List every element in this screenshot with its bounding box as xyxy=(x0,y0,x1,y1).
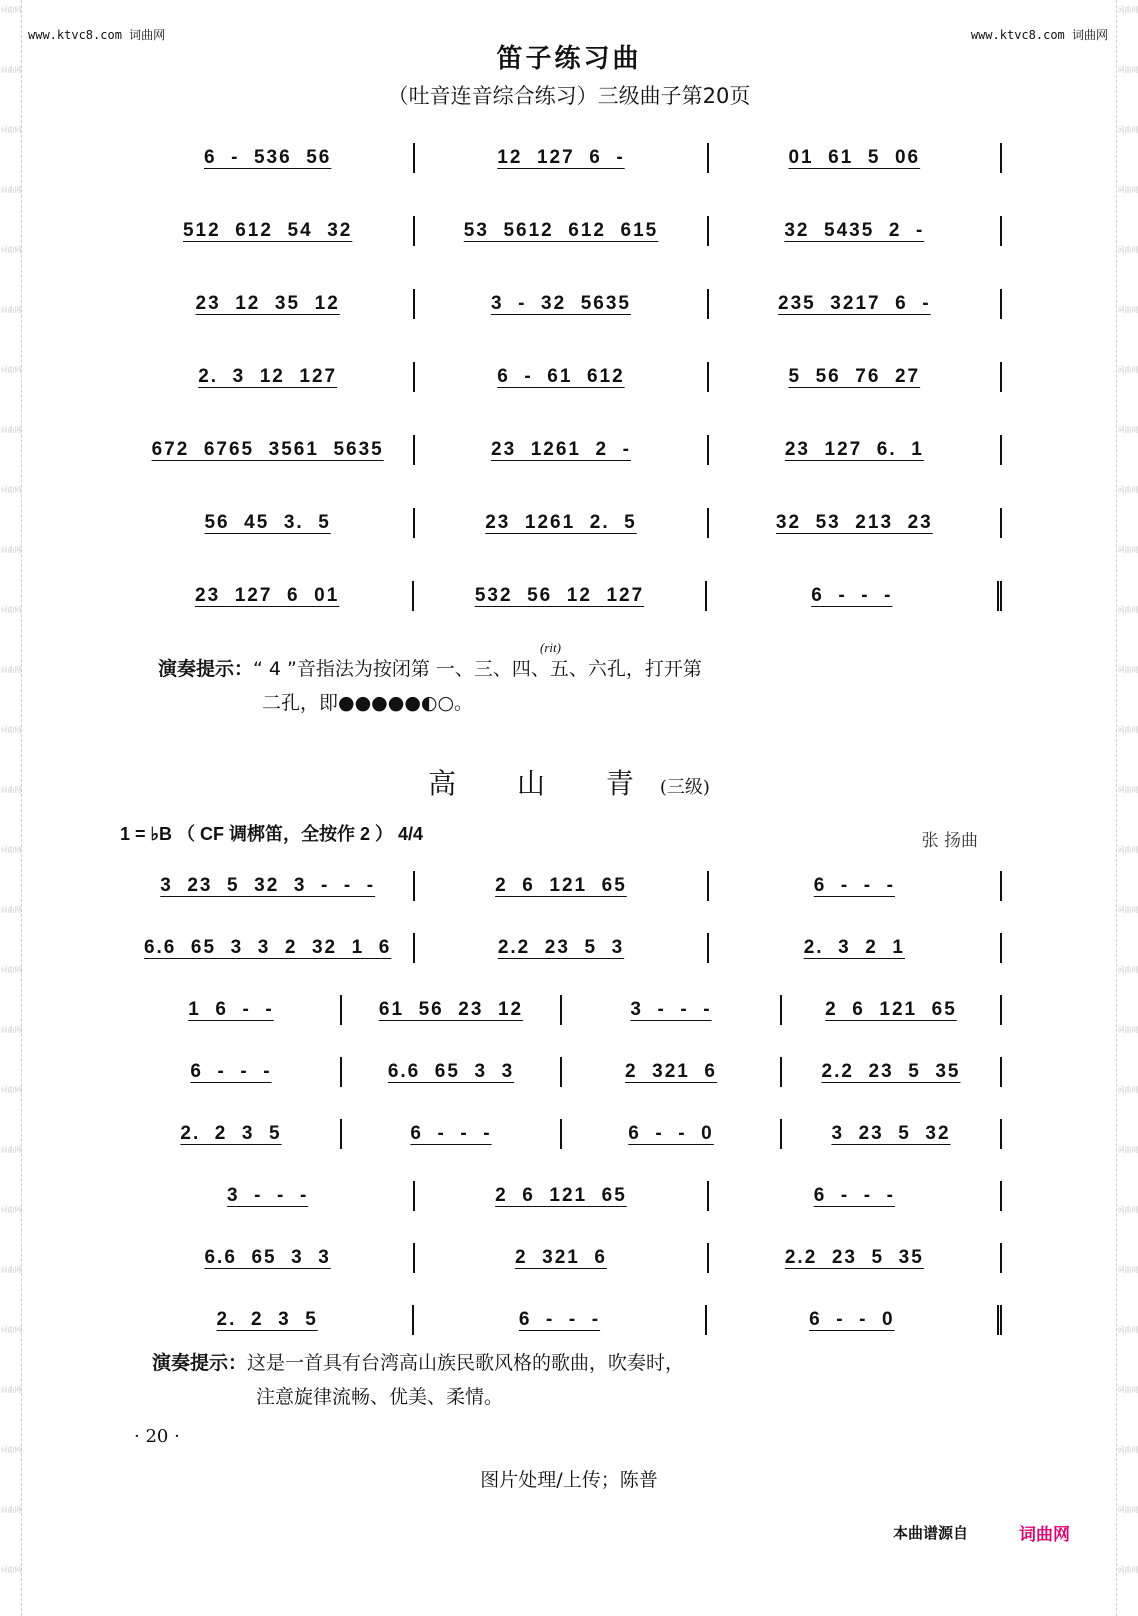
strip-watermark-text: 词曲网 xyxy=(0,366,22,374)
strip-watermark-text: 词曲网 xyxy=(1117,186,1138,194)
piece2-measure-notes: 6.6 65 3 3 xyxy=(204,1247,331,1268)
strip-watermark-text: 词曲网 xyxy=(1117,126,1138,134)
piece1-measure xyxy=(709,289,1002,319)
piece1-measure-notes: 56 45 3. 5 xyxy=(204,512,331,533)
piece1-measure xyxy=(709,508,1002,538)
piece1-measure-notes: 532 56 12 127 xyxy=(474,585,645,606)
piece2-title xyxy=(0,762,1138,802)
piece2-measure xyxy=(562,995,782,1025)
piece1-hint xyxy=(158,652,702,686)
piece2-score-line xyxy=(122,866,1002,906)
piece2-measure-notes: 3 - - - xyxy=(227,1185,309,1206)
piece1-measure-notes: 512 612 54 32 xyxy=(182,220,353,241)
strip-watermark-text: 词曲网 xyxy=(0,1086,22,1094)
piece1-hint-line1: “ 4 ”音指法为按闭第 一、三、四、五、六孔，打开第 xyxy=(253,658,702,680)
piece2-measure xyxy=(415,1181,708,1211)
piece2-measure-notes: 2. 3 2 1 xyxy=(803,937,905,958)
piece1-measure xyxy=(709,435,1002,465)
piece1-measure-notes: 23 12 35 12 xyxy=(195,293,340,314)
piece2-measure xyxy=(414,1305,706,1335)
piece2-hint xyxy=(152,1346,684,1380)
piece1-measure xyxy=(122,143,415,173)
strip-watermark-text: 词曲网 xyxy=(0,786,22,794)
strip-watermark-text: 词曲网 xyxy=(1117,846,1138,854)
piece2-measure-notes: 61 56 23 12 xyxy=(378,999,524,1020)
strip-watermark-text: 词曲网 xyxy=(1117,1386,1138,1394)
piece1-measure-notes: 672 6765 3561 5635 xyxy=(151,439,384,460)
strip-watermark-text: 词曲网 xyxy=(1117,366,1138,374)
source-brand[interactable]: 词曲网 xyxy=(1019,1525,1070,1545)
piece2-measure-notes: 2.2 23 5 3 xyxy=(497,937,625,958)
piece2-measure xyxy=(709,1181,1002,1211)
piece2-measure-notes: 6.6 65 3 3 xyxy=(387,1061,515,1082)
strip-watermark-text: 词曲网 xyxy=(0,666,22,674)
piece2-measure-notes: 6 - - - xyxy=(410,1123,492,1144)
piece2-measure xyxy=(562,1057,782,1087)
strip-watermark-text: 词曲网 xyxy=(1117,1146,1138,1154)
piece2-measure-notes: 6 - - - xyxy=(190,1061,272,1082)
strip-watermark-text: 词曲网 xyxy=(0,6,22,14)
strip-watermark-text: 词曲网 xyxy=(0,426,22,434)
strip-watermark-text: 词曲网 xyxy=(1117,966,1138,974)
site-watermark-left[interactable]: www.ktvc8.com 词曲网 xyxy=(28,28,166,42)
piece2-measure xyxy=(122,1181,415,1211)
piece2-composer: 张 扬曲 xyxy=(921,831,978,851)
strip-watermark-text: 词曲网 xyxy=(0,1266,22,1274)
piece2-measure-notes: 2 6 121 65 xyxy=(495,1185,627,1206)
page-number: · 20 · xyxy=(134,1426,180,1447)
piece2-measure xyxy=(122,1057,342,1087)
piece2-measure-notes: 6 - - - xyxy=(813,875,895,896)
piece2-title-level: (三级) xyxy=(659,777,710,798)
piece1-measure xyxy=(709,362,1002,392)
strip-watermark-text: 词曲网 xyxy=(1117,426,1138,434)
strip-watermark-text: 词曲网 xyxy=(0,726,22,734)
strip-watermark-text: 词曲网 xyxy=(1117,1326,1138,1334)
strip-watermark-text: 词曲网 xyxy=(0,186,22,194)
strip-watermark-text: 词曲网 xyxy=(1117,1206,1138,1214)
piece2-score-line xyxy=(122,1300,1002,1340)
piece2-measure-notes: 2. 2 3 5 xyxy=(180,1123,282,1144)
piece1-measure-notes: 3 - 32 5635 xyxy=(491,293,631,314)
strip-watermark-text: 词曲网 xyxy=(1117,666,1138,674)
piece2-measure-notes: 6.6 65 3 3 2 32 1 6 xyxy=(143,937,392,958)
piece1-measure-notes: 23 1261 2. 5 xyxy=(485,512,637,533)
piece2-hint-line2: 注意旋律流畅、优美、柔情。 xyxy=(256,1386,504,1408)
piece2-measure-notes: 6 - - - xyxy=(813,1185,895,1206)
piece2-measure xyxy=(122,933,415,963)
piece2-hint-line1: 这是一首具有台湾高山族民歌风格的歌曲，吹奏时， xyxy=(247,1352,685,1374)
piece1-rit-marking: (rit) xyxy=(540,640,561,655)
strip-watermark-text: 词曲网 xyxy=(1117,1446,1138,1454)
strip-watermark-text: 词曲网 xyxy=(0,606,22,614)
strip-watermark-text: 词曲网 xyxy=(0,1026,22,1034)
upload-credit: 图片处理/上传；陈普 xyxy=(480,1469,658,1491)
piece2-measure-notes: 2 321 6 xyxy=(515,1247,607,1268)
piece2-measure xyxy=(122,871,415,901)
strip-watermark-text: 词曲网 xyxy=(0,1566,22,1574)
strip-watermark-text: 词曲网 xyxy=(0,1326,22,1334)
piece2-measure xyxy=(415,933,708,963)
piece1-measure-notes: 23 1261 2 - xyxy=(491,439,631,460)
strip-watermark-text: 词曲网 xyxy=(1117,546,1138,554)
strip-watermark-text: 词曲网 xyxy=(0,486,22,494)
site-watermark-right[interactable]: www.ktvc8.com 词曲网 xyxy=(970,28,1108,42)
strip-watermark-text: 词曲网 xyxy=(0,846,22,854)
piece2-measure-notes: 1 6 - - xyxy=(188,999,274,1020)
piece1-measure xyxy=(414,581,706,611)
source-label: 本曲谱源自 xyxy=(892,1524,968,1542)
piece2-measure xyxy=(709,871,1002,901)
piece2-measure-notes: 6 - - - xyxy=(518,1309,601,1330)
piece1-measure xyxy=(415,289,708,319)
piece2-measure xyxy=(709,1243,1002,1273)
piece2-measure xyxy=(562,1119,782,1149)
strip-watermark-text: 词曲网 xyxy=(0,906,22,914)
strip-watermark-text: 词曲网 xyxy=(0,66,22,74)
piece1-score-line xyxy=(122,430,1002,470)
piece1-score-line xyxy=(122,211,1002,251)
piece2-title-text: 高 山 青 xyxy=(428,767,660,800)
strip-watermark-text: 词曲网 xyxy=(1117,726,1138,734)
strip-watermark-text: 词曲网 xyxy=(1117,486,1138,494)
piece1-score-line xyxy=(122,284,1002,324)
strip-watermark-text: 词曲网 xyxy=(0,546,22,554)
piece2-measure-notes: 2 6 121 65 xyxy=(495,875,627,896)
piece2-measure-notes: 6 - - 0 xyxy=(628,1123,714,1144)
strip-watermark-text: 词曲网 xyxy=(1117,1086,1138,1094)
piece1-title: 笛子练习曲 xyxy=(496,44,642,74)
piece1-measure-notes: 12 127 6 - xyxy=(497,147,625,168)
piece2-score-line xyxy=(122,1238,1002,1278)
piece2-measure xyxy=(122,1119,342,1149)
piece1-hint-label: 演奏提示： xyxy=(158,658,254,680)
piece2-measure xyxy=(782,1057,1002,1087)
strip-watermark-text: 词曲网 xyxy=(0,246,22,254)
left-watermark-strip xyxy=(0,0,22,1616)
piece1-score-line xyxy=(122,503,1002,543)
piece2-score-line xyxy=(122,1052,1002,1092)
piece1-measure-notes: 6 - - - xyxy=(811,585,893,606)
piece1-measure-notes: 32 5435 2 - xyxy=(784,220,925,241)
strip-watermark-text: 词曲网 xyxy=(1117,6,1138,14)
piece2-measure-notes: 3 23 5 32 xyxy=(831,1123,951,1144)
strip-watermark-text: 词曲网 xyxy=(1117,786,1138,794)
piece1-measure xyxy=(709,143,1002,173)
piece1-measure xyxy=(122,216,415,246)
piece1-measure xyxy=(415,362,708,392)
piece1-measure xyxy=(415,216,708,246)
piece1-measure-notes: 01 61 5 06 xyxy=(788,147,921,168)
piece1-measure xyxy=(122,362,415,392)
piece2-measure xyxy=(782,995,1002,1025)
piece2-key-signature: 1 = ♭B （ CF 调梆笛，全按作 2 ） 4/4 xyxy=(120,824,424,844)
strip-watermark-text: 词曲网 xyxy=(0,1146,22,1154)
piece1-measure xyxy=(707,581,1002,611)
piece2-measure-notes: 2. 2 3 5 xyxy=(216,1309,318,1330)
piece1-hint-line2: 二孔，即●●●●●◐○。 xyxy=(262,692,474,714)
piece2-measure-notes: 3 - - - xyxy=(630,999,712,1020)
piece1-score-line xyxy=(122,576,1002,616)
piece2-measure xyxy=(122,1243,415,1273)
strip-watermark-text: 词曲网 xyxy=(0,1506,22,1514)
strip-watermark-text: 词曲网 xyxy=(1117,1026,1138,1034)
strip-watermark-text: 词曲网 xyxy=(1117,246,1138,254)
piece2-measure xyxy=(122,1305,414,1335)
piece2-score-line xyxy=(122,1176,1002,1216)
piece1-measure xyxy=(709,216,1002,246)
piece1-measure xyxy=(122,581,414,611)
piece2-hint-label: 演奏提示： xyxy=(152,1352,248,1374)
piece1-measure-notes: 5 56 76 27 xyxy=(788,366,921,387)
piece1-measure xyxy=(415,508,708,538)
piece2-measure xyxy=(415,871,708,901)
piece1-measure-notes: 6 - 536 56 xyxy=(203,147,332,168)
piece2-measure xyxy=(415,1243,708,1273)
piece1-measure xyxy=(122,508,415,538)
piece2-measure xyxy=(342,1119,562,1149)
strip-watermark-text: 词曲网 xyxy=(1117,1266,1138,1274)
piece1-measure xyxy=(122,435,415,465)
strip-watermark-text: 词曲网 xyxy=(0,1446,22,1454)
piece2-measure-notes: 3 23 5 32 3 - - - xyxy=(160,875,376,896)
piece1-measure xyxy=(122,289,415,319)
piece2-measure xyxy=(707,1305,1002,1335)
piece1-score-line xyxy=(122,357,1002,397)
piece2-measure-notes: 2 321 6 xyxy=(625,1061,717,1082)
piece2-measure-notes: 2 6 121 65 xyxy=(825,999,957,1020)
piece1-measure-notes: 53 5612 612 615 xyxy=(463,220,659,241)
piece2-measure xyxy=(709,933,1002,963)
piece2-measure-notes: 2.2 23 5 35 xyxy=(821,1061,961,1082)
piece1-measure-notes: 235 3217 6 - xyxy=(778,293,931,314)
piece1-measure xyxy=(415,143,708,173)
piece2-measure xyxy=(342,1057,562,1087)
strip-watermark-text: 词曲网 xyxy=(0,126,22,134)
strip-watermark-text: 词曲网 xyxy=(1117,66,1138,74)
strip-watermark-text: 词曲网 xyxy=(0,1386,22,1394)
strip-watermark-text: 词曲网 xyxy=(0,966,22,974)
piece2-measure xyxy=(122,995,342,1025)
strip-watermark-text: 词曲网 xyxy=(1117,1566,1138,1574)
right-watermark-strip xyxy=(1116,0,1138,1616)
strip-watermark-text: 词曲网 xyxy=(0,306,22,314)
strip-watermark-text: 词曲网 xyxy=(1117,606,1138,614)
strip-watermark-text: 词曲网 xyxy=(0,1206,22,1214)
strip-watermark-text: 词曲网 xyxy=(1117,306,1138,314)
piece1-measure-notes: 23 127 6. 1 xyxy=(784,439,924,460)
piece2-measure xyxy=(342,995,562,1025)
strip-watermark-text: 词曲网 xyxy=(1117,906,1138,914)
piece2-score-line xyxy=(122,928,1002,968)
piece2-measure xyxy=(782,1119,1002,1149)
piece1-measure xyxy=(415,435,708,465)
piece2-measure-notes: 6 - - 0 xyxy=(809,1309,895,1330)
piece1-measure-notes: 6 - 61 612 xyxy=(497,366,625,387)
piece2-score-line xyxy=(122,990,1002,1030)
piece1-measure-notes: 2. 3 12 127 xyxy=(198,366,338,387)
piece2-score-line xyxy=(122,1114,1002,1154)
piece1-measure-notes: 23 127 6 01 xyxy=(195,585,340,606)
strip-watermark-text: 词曲网 xyxy=(1117,1506,1138,1514)
piece2-measure-notes: 2.2 23 5 35 xyxy=(784,1247,924,1268)
piece1-score-line xyxy=(122,138,1002,178)
piece1-subtitle: （吐音连音综合练习）三级曲子第20页 xyxy=(387,84,751,108)
piece1-measure-notes: 32 53 213 23 xyxy=(775,512,933,533)
